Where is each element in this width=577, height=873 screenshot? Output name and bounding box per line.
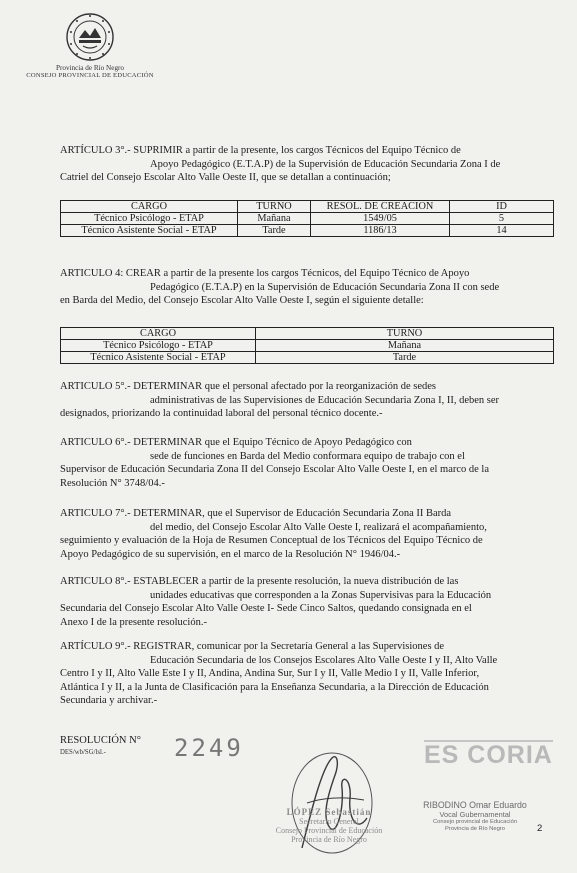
table-header-cell: CARGO bbox=[61, 201, 238, 213]
article-4-line: en Barda del Medio, del Consejo Escolar Alto Valle Oeste I, según el siguiente detalle: bbox=[60, 295, 424, 307]
table-row bbox=[61, 340, 554, 352]
article-9-line: ARTÍCULO 9°.- REGISTRAR, comunicar por la Secretaría General a las Supervisiones de bbox=[60, 641, 445, 652]
article-5-line: designados, priorizando la continuidad laboral del personal técnico docente.- bbox=[60, 408, 383, 420]
created-positions-table bbox=[60, 327, 554, 364]
table-row bbox=[61, 352, 554, 364]
table-header-cell: RESOL. DE CREACION bbox=[311, 201, 450, 213]
suppressed-positions-table bbox=[60, 200, 554, 237]
table-header-row bbox=[61, 201, 554, 213]
table-cell: 14 bbox=[450, 225, 554, 237]
resolution-reference: DES/wb/SG/lsl.- bbox=[60, 749, 106, 756]
article-9-line: Secundaria y archivar.- bbox=[60, 695, 158, 707]
table-cell: 5 bbox=[450, 213, 554, 225]
table-cell: 1186/13 bbox=[311, 225, 450, 237]
vocal-name: RIBODINO Omar Eduardo bbox=[423, 800, 527, 810]
vocal-org: Provincia de Río Negro bbox=[445, 826, 505, 832]
article-7-line: del medio, del Consejo Escolar Alto Valle Oeste I, realizará el acompañamiento, bbox=[150, 521, 487, 533]
table-cell: Técnico Psicólogo - ETAP bbox=[61, 213, 238, 225]
article-9 bbox=[60, 640, 554, 708]
article-9-line: Centro I y II, Alto Valle Este I y II, Andina, Andina Sur, Sur I y II, Valle Medio I y II, Valle Inferior, bbox=[60, 668, 480, 680]
resolution-number: 2249 bbox=[174, 734, 244, 762]
article-9-line: Atlántica I y II, a la Junta de Clasificación para la Enseñanza Secundaria, a la Dirección de Educación bbox=[60, 681, 489, 693]
stamp-name: LÓPEZ Sebastián bbox=[286, 807, 372, 817]
article-3-line: Apoyo Pedagógico (E.T.A.P) de la Supervisión de Educación Secundaria Zona I de bbox=[150, 158, 501, 170]
council-name: CONSEJO PROVINCIAL DE EDUCACIÓN bbox=[26, 72, 154, 79]
table-header-cell: ID bbox=[450, 201, 554, 213]
article-4-line: Pedagógico (E.T.A.P) en la Supervisión de Educación Secundaria Zona II con sede bbox=[150, 281, 500, 293]
table-row bbox=[61, 213, 554, 225]
article-3-line: Catriel del Consejo Escolar Alto Valle Oeste II, que se detallan a continuación; bbox=[60, 172, 391, 184]
vocal-stamp bbox=[410, 800, 543, 834]
table-cell: Técnico Asistente Social - ETAP bbox=[61, 352, 256, 364]
table-header-cell: CARGO bbox=[61, 328, 256, 340]
stamp-title: Secretario General bbox=[299, 817, 359, 826]
article-6-line: Supervisor de Educación Secundaria Zona II del Consejo Escolar Alto Valle Oeste I, en el marco de la bbox=[60, 464, 489, 476]
table-cell: Técnico Asistente Social - ETAP bbox=[61, 225, 238, 237]
article-8-line: Secundaria del Consejo Escolar Alto Valle Oeste I- Sede Cinco Saltos, quedando consignada en el bbox=[60, 603, 472, 615]
article-8-line: Anexo I de la presente resolución.- bbox=[60, 616, 207, 628]
table-cell: Mañana bbox=[256, 340, 554, 352]
article-4 bbox=[60, 267, 554, 308]
table-cell: Técnico Psicólogo - ETAP bbox=[61, 340, 256, 352]
vocal-title: Vocal Gubernamental bbox=[439, 810, 511, 819]
article-6-line: Resolución N° 3748/04.- bbox=[60, 477, 165, 489]
table-cell: Tarde bbox=[256, 352, 554, 364]
vocal-org: Consejo provincial de Educación bbox=[432, 819, 518, 825]
article-8-line: unidades educativas que corresponden a la Zonas Supervisivas para la Educación bbox=[150, 589, 492, 601]
table-cell: Tarde bbox=[238, 225, 311, 237]
resolution-label: RESOLUCIÓN N° bbox=[60, 735, 141, 746]
page-number: 2 bbox=[537, 823, 543, 834]
article-8 bbox=[60, 575, 554, 629]
article-4-line: ARTICULO 4: CREAR a partir de la presente los cargos Técnicos, del Equipo Técnico de Apoyo bbox=[60, 268, 470, 279]
table-header-cell: TURNO bbox=[238, 201, 311, 213]
article-5-line: administrativas de las Supervisiones de Educación Secundaria Zona I, II, deben ser bbox=[150, 394, 500, 406]
article-8-line: ARTICULO 8°.- ESTABLECER a partir de la presente resolución, la nueva distribución de las bbox=[60, 576, 459, 587]
article-9-line: Educación Secundaria de los Consejos Escolares Alto Valle Oeste I y II, Alto Valle bbox=[150, 654, 498, 666]
article-5-line: ARTICULO 5°.- DETERMINAR que el personal afectado por la reorganización de sedes bbox=[60, 381, 437, 392]
stamp-org: Provincia de Río Negro bbox=[291, 835, 367, 844]
article-6-line: ARTICULO 6°.- DETERMINAR que el Equipo Técnico de Apoyo Pedagógico con bbox=[60, 437, 412, 448]
article-7-line: Apoyo Pedagógico de su supervisión, en el marco de la Resolución N° 1946/04.- bbox=[60, 548, 401, 560]
table-cell: 1549/05 bbox=[311, 213, 450, 225]
letterhead bbox=[0, 12, 180, 79]
es-coria-stamp: ES CORIA bbox=[424, 741, 553, 769]
article-3-line: ARTÍCULO 3°.- SUPRIMIR a partir de la presente, los cargos Técnicos del Equipo Técnico de bbox=[60, 145, 461, 156]
secretary-stamp bbox=[254, 808, 404, 844]
stamp-org: Consejo Provincial de Educación bbox=[275, 826, 383, 835]
article-7-line: seguimiento y evaluación de la Hoja de Resumen Conceptual de los Técnicos del Equipo Técnico de bbox=[60, 535, 483, 547]
article-5 bbox=[60, 380, 554, 421]
table-cell: Mañana bbox=[238, 213, 311, 225]
article-6-line: sede de funciones en Barda del Medio conformara equipo de trabajo con el bbox=[150, 450, 465, 462]
table-row bbox=[61, 225, 554, 237]
province-name: Provincia de Río Negro bbox=[55, 64, 125, 72]
article-7 bbox=[60, 507, 554, 561]
article-7-line: ARTICULO 7°.- DETERMINAR, que el Supervisor de Educación Secundaria Zona II Barda bbox=[60, 508, 452, 519]
provincial-crest-icon bbox=[65, 12, 115, 62]
article-3 bbox=[60, 144, 554, 185]
article-6 bbox=[60, 436, 554, 490]
table-header-row bbox=[61, 328, 554, 340]
table-header-cell: TURNO bbox=[256, 328, 554, 340]
